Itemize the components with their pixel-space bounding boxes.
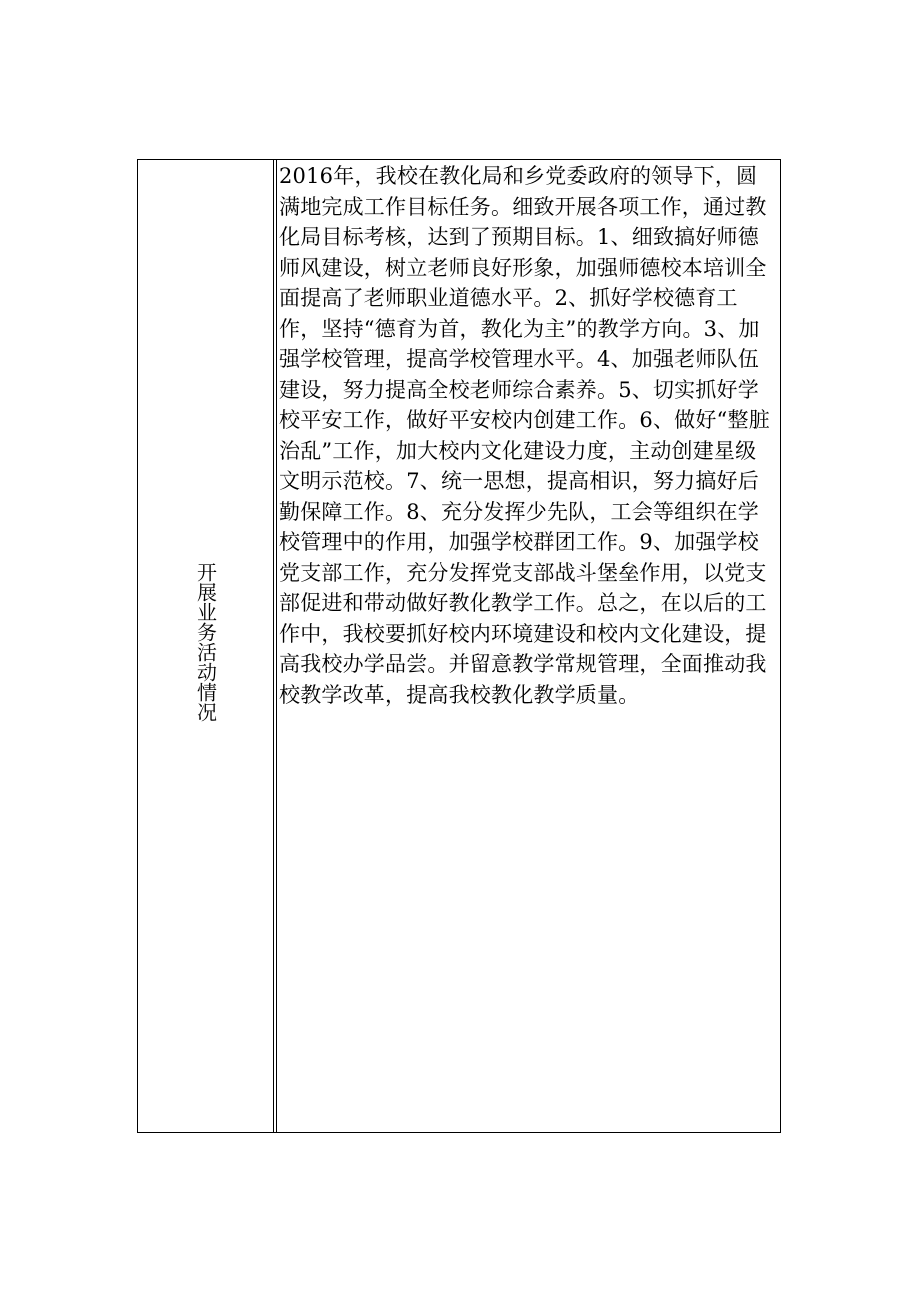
- row-label: 开展业务活动情况: [193, 562, 218, 722]
- activity-report-table: [137, 159, 781, 1133]
- activity-description: 2016年，我校在教化局和乡党委政府的领导下，圆满地完成工作目标任务。细致开展各项工作，通过教化局目标考核，达到了预期目标。1、细致搞好师德师风建设，树立老师良好形象，加强师德校本培训全面提高了老师职业道德水平。2、抓好学校德育工作，坚持“德育为首，教化为主”的教学方向。3、加强学校管理，提高学校管理水平。4、加强老师队伍建设，努力提高全校老师综合素养。5、切实抓好学校平安工作，做好平安校内创建工作。6、做好“整脏治乱”工作，加大校内文化建设力度，主动创建星级文明示范校。7、统一思想，提高相识，努力搞好后勤保障工作。8、充分发挥少先队，工会等组织在学校管理中的作用，加强学校群团工作。9、加强学校党支部工作，充分发挥党支部战斗堡垒作用，以党支部促进和带动做好教化教学工作。总之，在以后的工作中，我校要抓好校内环境建设和校内文化建设，提高我校办学品尝。并留意教学常规管理，全面推动我校教学改革，提高我校教化教学质量。: [279, 164, 770, 707]
- content-cell: [276, 160, 780, 1132]
- row-label-cell: [138, 160, 274, 1132]
